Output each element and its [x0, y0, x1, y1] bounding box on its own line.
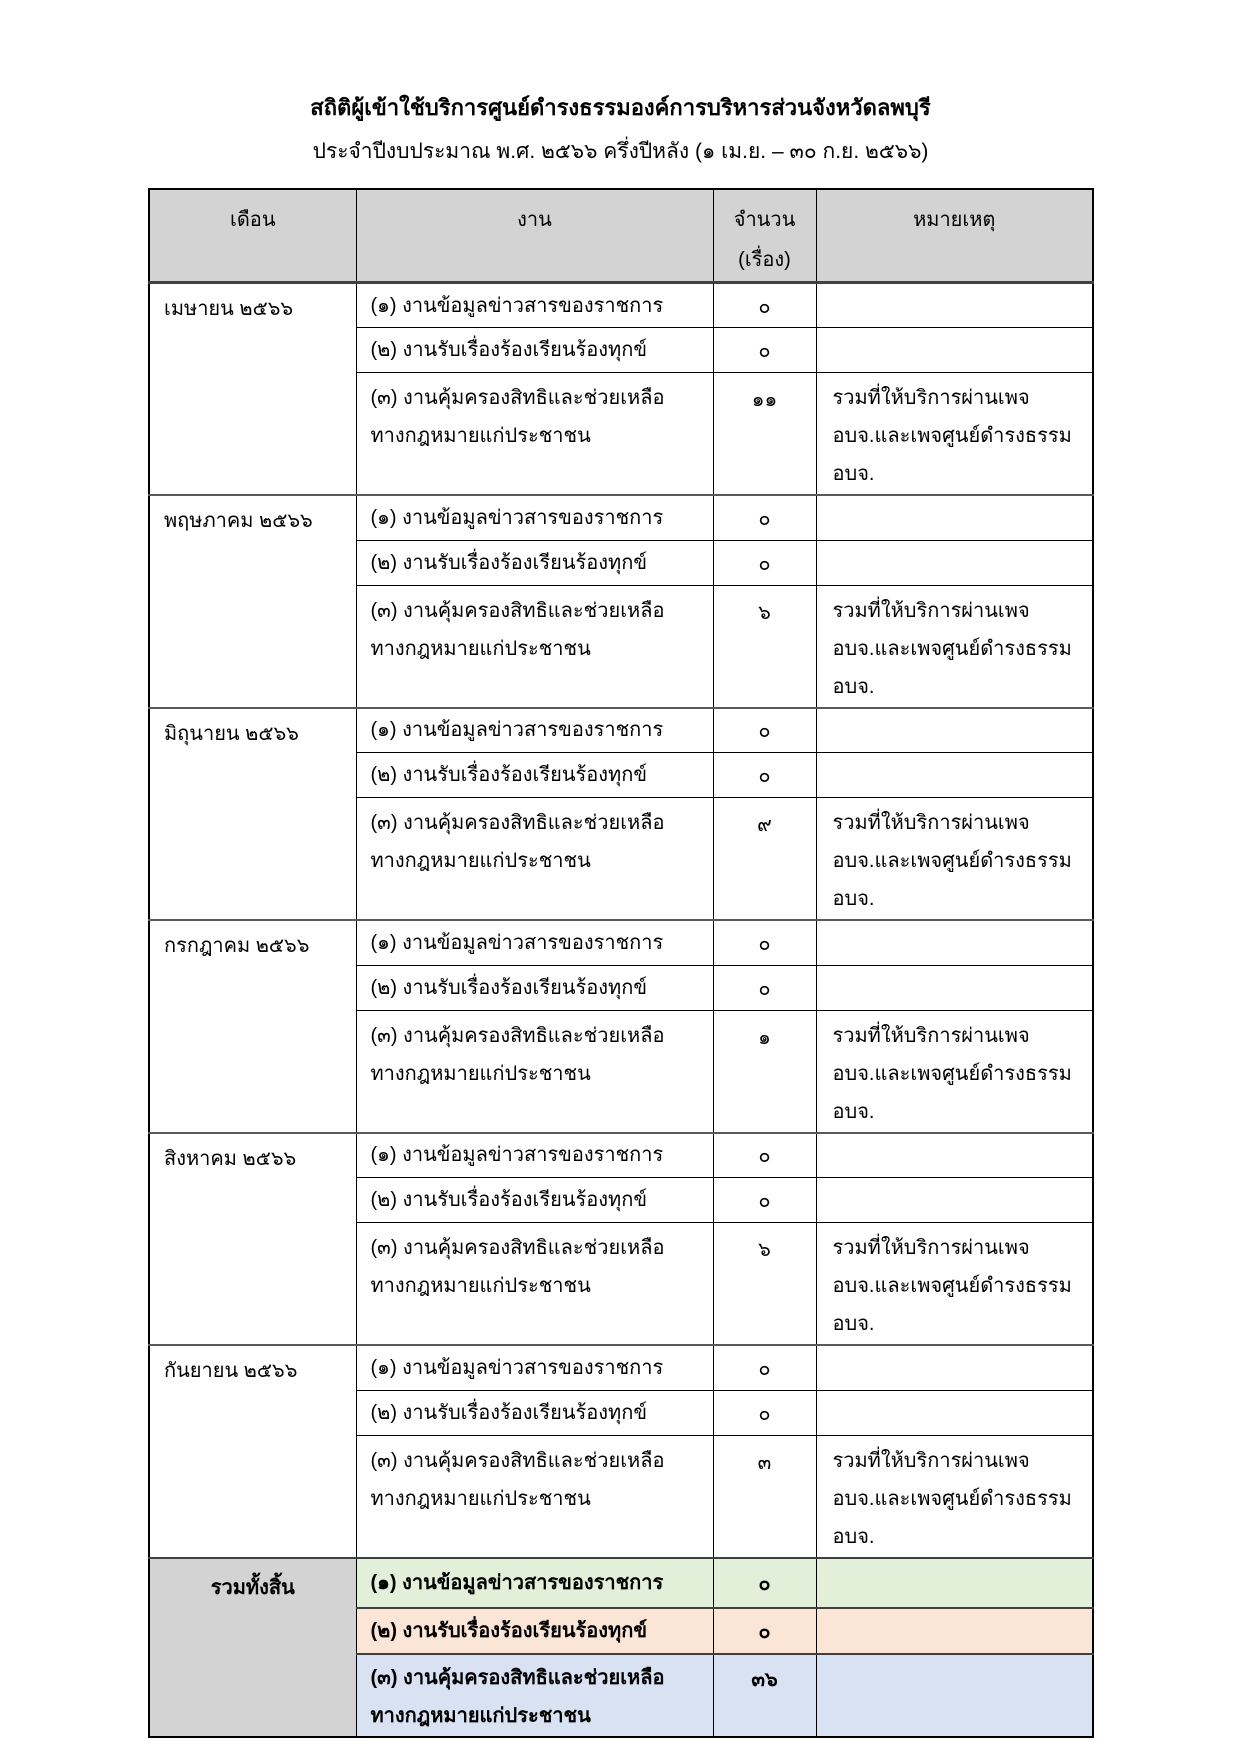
text-line: ทางกฎหมายแก่ประชาชน [370, 425, 591, 447]
note-cell [816, 920, 1093, 965]
text-line: ทางกฎหมายแก่ประชาชน [370, 1062, 591, 1085]
note-cell [816, 540, 1093, 585]
header-count-line2: (เรื่อง) [738, 249, 791, 271]
text-line: อบจ. [832, 1525, 875, 1548]
text-line: อบจ. [832, 1100, 875, 1123]
work-cell [356, 1435, 713, 1558]
work-cell: (๑) งานข้อมูลข่าวสารของราชการ [356, 495, 713, 540]
page-subtitle: ประจำปีงบประมาณ พ.ศ. ๒๕๖๖ ครึ่งปีหลัง (๑ เม.ย. – ๓๐ ก.ย. ๒๕๖๖) [312, 140, 929, 163]
text-line: อบจ. [832, 675, 875, 698]
month-cell: สิงหาคม ๒๕๖๖ [149, 1133, 356, 1346]
header-count-line1: จำนวน [733, 209, 796, 231]
count-cell: ๐ [713, 328, 816, 373]
work-cell: (๑) งานข้อมูลข่าวสารของราชการ [356, 1133, 713, 1178]
text-line: อบจ.และเพจศูนย์ดำรงธรรม [832, 425, 1072, 447]
count-cell: ๐ [713, 1133, 816, 1178]
month-cell: กรกฎาคม ๒๕๖๖ [149, 920, 356, 1133]
note-cell [816, 1223, 1093, 1346]
note-cell [816, 1435, 1093, 1558]
note-cell [816, 1010, 1093, 1133]
text-line: ทางกฎหมายแก่ประชาชน [370, 1275, 591, 1297]
count-cell: ๐ [713, 495, 816, 540]
total-label-cell: รวมทั้งสิ้น [149, 1558, 356, 1737]
text-line: อบจ.และเพจศูนย์ดำรงธรรม [832, 850, 1072, 872]
work-cell: (๒) งานรับเรื่องร้องเรียนร้องทุกข์ [356, 1608, 713, 1654]
text-line: รวมที่ให้บริการผ่านเพจ [832, 1449, 1030, 1472]
work-cell [356, 1654, 713, 1737]
work-cell: (๒) งานรับเรื่องร้องเรียนร้องทุกข์ [356, 965, 713, 1010]
note-cell [816, 328, 1093, 373]
text-line: (๓) งานคุ้มครองสิทธิและช่วยเหลือ [370, 1666, 665, 1689]
work-cell: (๑) งานข้อมูลข่าวสารของราชการ [356, 1345, 713, 1390]
note-cell [816, 798, 1093, 921]
count-cell: ๐ [713, 283, 816, 328]
work-cell [356, 1223, 713, 1346]
page-title: สถิติผู้เข้าใช้บริการศูนย์ดำรงธรรมองค์การบริหารส่วนจังหวัดลพบุรี [310, 95, 931, 120]
count-cell: ๓๖ [713, 1654, 816, 1737]
count-cell: ๙ [713, 798, 816, 921]
text-line: รวมที่ให้บริการผ่านเพจ [832, 812, 1030, 834]
text-line: อบจ. [832, 1313, 875, 1335]
work-cell [356, 373, 713, 496]
header-month: เดือน [149, 189, 356, 283]
header-row [149, 189, 1093, 283]
text-line: อบจ. [832, 888, 875, 910]
count-cell: ๐ [713, 540, 816, 585]
text-line: อบจ.และเพจศูนย์ดำรงธรรม [832, 1275, 1072, 1297]
text-line: (๓) งานคุ้มครองสิทธิและช่วยเหลือ [370, 812, 665, 834]
note-cell [816, 965, 1093, 1010]
month-cell: พฤษภาคม ๒๕๖๖ [149, 495, 356, 708]
count-cell: ๑๑ [713, 373, 816, 496]
month-cell: กันยายน ๒๕๖๖ [149, 1345, 356, 1558]
note-cell [816, 1608, 1093, 1654]
count-cell: ๐ [713, 920, 816, 965]
work-cell [356, 1010, 713, 1133]
table-row [149, 1133, 1093, 1178]
text-line: ทางกฎหมายแก่ประชาชน [370, 850, 591, 872]
text-line: อบจ.และเพจศูนย์ดำรงธรรม [832, 637, 1072, 660]
count-cell: ๖ [713, 1223, 816, 1346]
text-line: รวมที่ให้บริการผ่านเพจ [832, 387, 1030, 409]
work-cell: (๒) งานรับเรื่องร้องเรียนร้องทุกข์ [356, 328, 713, 373]
header-work: งาน [356, 189, 713, 283]
note-cell [816, 283, 1093, 328]
count-cell: ๑ [713, 1010, 816, 1133]
text-line: (๓) งานคุ้มครองสิทธิและช่วยเหลือ [370, 1237, 665, 1259]
text-line: (๓) งานคุ้มครองสิทธิและช่วยเหลือ [370, 387, 665, 409]
work-cell: (๑) งานข้อมูลข่าวสารของราชการ [356, 708, 713, 753]
text-line: รวมที่ให้บริการผ่านเพจ [832, 1024, 1030, 1047]
work-cell: (๒) งานรับเรื่องร้องเรียนร้องทุกข์ [356, 1390, 713, 1435]
month-cell: มิถุนายน ๒๕๖๖ [149, 708, 356, 921]
table-row [149, 1345, 1093, 1390]
note-cell [816, 373, 1093, 496]
total-row [149, 1558, 1093, 1608]
count-cell: ๓ [713, 1435, 816, 1558]
note-cell [816, 1345, 1093, 1390]
count-cell: ๐ [713, 1558, 816, 1608]
text-line: ทางกฎหมายแก่ประชาชน [370, 1704, 591, 1727]
table-row [149, 920, 1093, 965]
note-cell [816, 495, 1093, 540]
text-line: อบจ.และเพจศูนย์ดำรงธรรม [832, 1487, 1072, 1510]
count-cell: ๐ [713, 1390, 816, 1435]
table-row [149, 283, 1093, 328]
header-count [713, 189, 816, 283]
note-cell [816, 1390, 1093, 1435]
work-cell: (๑) งานข้อมูลข่าวสารของราชการ [356, 283, 713, 328]
text-line: อบจ. [832, 463, 875, 485]
stats-table [148, 188, 1094, 1738]
text-line: รวมที่ให้บริการผ่านเพจ [832, 1237, 1030, 1259]
header-note: หมายเหตุ [816, 189, 1093, 283]
work-cell: (๒) งานรับเรื่องร้องเรียนร้องทุกข์ [356, 1178, 713, 1223]
count-cell: ๐ [713, 1608, 816, 1654]
work-cell: (๑) งานข้อมูลข่าวสารของราชการ [356, 920, 713, 965]
text-line: อบจ.และเพจศูนย์ดำรงธรรม [832, 1062, 1072, 1085]
count-cell: ๖ [713, 585, 816, 708]
work-cell: (๑) งานข้อมูลข่าวสารของราชการ [356, 1558, 713, 1608]
work-cell [356, 585, 713, 708]
note-cell [816, 1178, 1093, 1223]
text-line: ทางกฎหมายแก่ประชาชน [370, 1487, 591, 1510]
text-line: ทางกฎหมายแก่ประชาชน [370, 637, 591, 660]
work-cell [356, 798, 713, 921]
count-cell: ๐ [713, 965, 816, 1010]
text-line: (๓) งานคุ้มครองสิทธิและช่วยเหลือ [370, 1024, 665, 1047]
note-cell [816, 1654, 1093, 1737]
month-cell: เมษายน ๒๕๖๖ [149, 283, 356, 496]
note-cell [816, 708, 1093, 753]
count-cell: ๐ [713, 1345, 816, 1390]
text-line: รวมที่ให้บริการผ่านเพจ [832, 599, 1030, 622]
count-cell: ๐ [713, 753, 816, 798]
table-row [149, 708, 1093, 753]
count-cell: ๐ [713, 708, 816, 753]
work-cell: (๒) งานรับเรื่องร้องเรียนร้องทุกข์ [356, 753, 713, 798]
table-row [149, 495, 1093, 540]
note-cell [816, 753, 1093, 798]
work-cell: (๒) งานรับเรื่องร้องเรียนร้องทุกข์ [356, 540, 713, 585]
note-cell [816, 1558, 1093, 1608]
text-line: (๓) งานคุ้มครองสิทธิและช่วยเหลือ [370, 1449, 665, 1472]
note-cell [816, 585, 1093, 708]
text-line: (๓) งานคุ้มครองสิทธิและช่วยเหลือ [370, 599, 665, 622]
count-cell: ๐ [713, 1178, 816, 1223]
note-cell [816, 1133, 1093, 1178]
